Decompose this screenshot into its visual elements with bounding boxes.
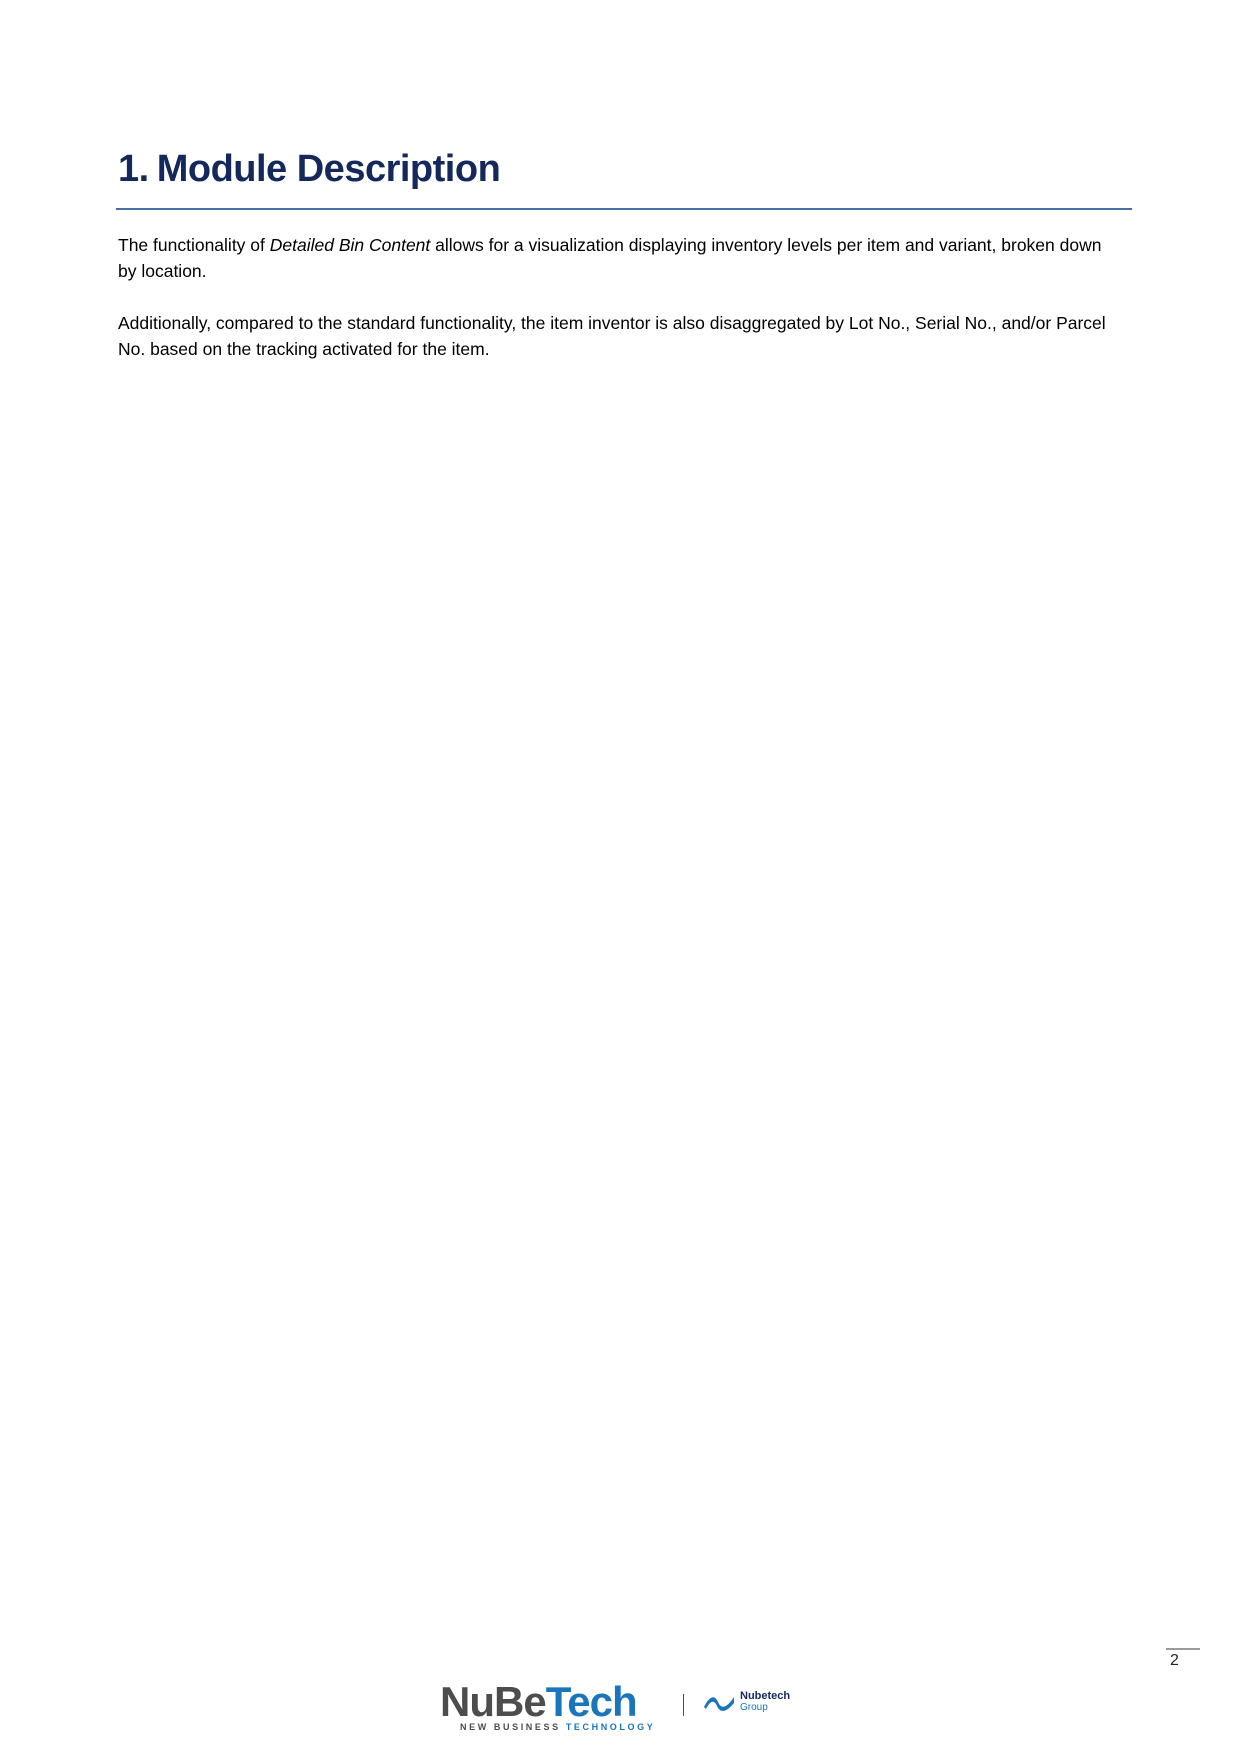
paragraph-intro-rest: allows for a visualization displaying inventory levels per item and variant, broken down by location.	[118, 235, 1102, 281]
paragraph-additional: Additionally, compared to the standard functionality, the item inventor is also disaggregated by Lot No., Serial No., and/or Parcel No. based on the tracking activated for the item.	[118, 313, 1106, 359]
footer-logos	[440, 1680, 800, 1740]
page-number-rule	[1166, 1648, 1200, 1650]
page-number: 2	[1170, 1652, 1179, 1669]
nubetech-logo	[440, 1680, 655, 1732]
tagline-grey: NEW BUSINESS	[460, 1722, 566, 1732]
group-name: Nubetech	[740, 1690, 791, 1702]
section-heading	[118, 148, 500, 191]
nubetech-group-logo	[702, 1690, 790, 1714]
paragraph-intro-text: The functionality of	[118, 235, 270, 255]
tagline-blue: TECHNOLOGY	[565, 1722, 656, 1732]
logo-wordmark	[440, 1680, 655, 1724]
section-number: 1.	[118, 148, 149, 190]
logo-tagline	[460, 1722, 655, 1732]
group-sub: Group	[740, 1702, 768, 1713]
heading-underline	[116, 208, 1132, 210]
logo-tech: Tech	[545, 1678, 637, 1725]
logo-separator	[683, 1694, 684, 1716]
paragraph-intro	[118, 232, 1108, 284]
section-title: Module Description	[156, 148, 501, 190]
wave-icon	[702, 1693, 736, 1711]
feature-name: Detailed Bin Content	[269, 235, 431, 255]
logo-nube: NuBe	[440, 1678, 546, 1725]
